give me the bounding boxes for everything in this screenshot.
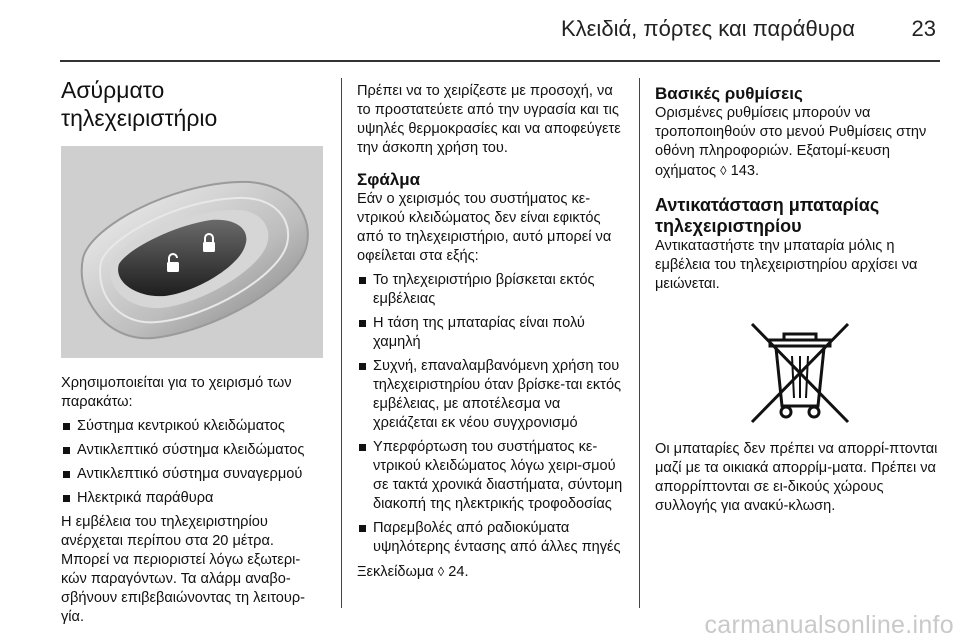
list-item: Αντικλεπτικό σύστημα συναγερμού [61,465,325,484]
unlock-reference[interactable]: Ξεκλείδωμα ◊ 24. [357,564,469,580]
header-rule [60,60,940,62]
chapter-title: Κλειδιά, πόρτες και παράθυρα [560,16,855,41]
section-title: Ασύρματο τηλεχειριστήριο [61,77,218,131]
bullet-icon [63,423,70,430]
basic-settings-heading: Βασικές ρυθμίσεις [655,84,803,103]
list-item: Συχνή, επαναλαμβανόμενη χρήση του τηλεχειριστηρίου όταν βρίσκε-ται εκτός εμβέλειας, με αποτέλεσμα να χρειάζεται εκ νέου συγχρονισμό [357,357,627,433]
bullet-icon [359,320,366,327]
bullet-icon [359,363,366,370]
list-item: Υπερφόρτωση του συστήματος κε-ντρικού κλειδώματος λόγω χειρι-σμού σε τακτά χρονικά διαστήματα, σύντομη διακοπή της ηλεκτρικής τροφοδοσίας [357,438,627,514]
bullet-icon [359,444,366,451]
intro-text: Χρησιμοποιείται για το χειρισμό των παρακάτω: [61,375,292,410]
bullet-icon [359,277,366,284]
list-item: Σύστημα κεντρικού κλειδώματος [61,417,325,436]
fault-text: Εάν ο χειρισμός του συστήματος κε-ντρικού κλειδώματος δεν είναι εφικτός από το τηλεχειριστήριο, αυτό μπορεί να οφείλεται στα εξής: [357,191,612,264]
column-2 [357,66,627,582]
column-3 [655,66,945,516]
care-text: Πρέπει να το χειρίζεστε με προσοχή, να το προστατεύετε από την υγρασία και τις υψηλές θερμοκρασίες και να αποφεύγετε την άσκοπη χρήση του. [357,83,621,156]
watermark: carmanualsonline.info [704,611,954,639]
column-divider [639,78,640,608]
page-header [0,0,960,62]
fault-heading: Σφάλμα [357,170,421,189]
battery-heading: Αντικατάσταση μπαταρίας τηλεχειριστηρίου [655,195,880,236]
page-ref-icon: ◊ [720,163,727,178]
fault-list [357,271,627,557]
page-ref-link[interactable]: 143. [730,163,760,179]
battery-text: Αντικαταστήστε την μπαταρία μόλις η εμβέλεια του τηλεχειριστηρίου αρχίσει να μειώνεται. [655,238,918,292]
list-item: Η τάση της μπαταρίας είναι πολύ χαμηλή [357,314,627,352]
bullet-icon [63,447,70,454]
list-item: Το τηλεχειριστήριο βρίσκεται εκτός εμβέλειας [357,271,627,309]
range-text: Η εμβέλεια του τηλεχειριστηρίου ανέρχεται περίπου στα 20 μέτρα. Μπορεί να περιοριστεί λόγω εξωτερι-κών παραγόντων. Τα αλάρμ αναβο-σβήνουν επιβεβαιώνοντας τη λειτουρ-γία. [61,514,306,625]
remote-key-icon [61,146,323,358]
list-item: Ηλεκτρικά παράθυρα [61,489,325,508]
function-list [61,417,325,508]
bullet-icon [359,525,366,532]
column-divider [341,78,342,608]
basic-settings-text: Ορισμένες ρυθμίσεις μπορούν να τροποποιηθούν στο μενού Ρυθμίσεις στην οθόνη πληροφοριών. Εξατομί-κευση οχήματος ◊ 143. [655,105,927,179]
bullet-icon [63,471,70,478]
list-item: Παρεμβολές από ραδιοκύματα υψηλότερης έντασης από άλλες πηγές [357,519,627,557]
page-ref-icon: ◊ [437,564,445,579]
page-number: 23 [911,16,936,41]
bullet-icon [63,495,70,502]
list-item: Αντικλεπτικό σύστημα κλειδώματος [61,441,325,460]
disposal-text: Οι μπαταρίες δεν πρέπει να απορρί-πτονται μαζί με τα οικιακά απορρίμ-ματα. Πρέπει να απορρίπτονται σε ει-δικούς χώρους συλλογής για ανακύ-κλωση. [655,441,938,514]
column-1 [61,66,325,627]
crossed-out-bin-icon [740,318,860,428]
